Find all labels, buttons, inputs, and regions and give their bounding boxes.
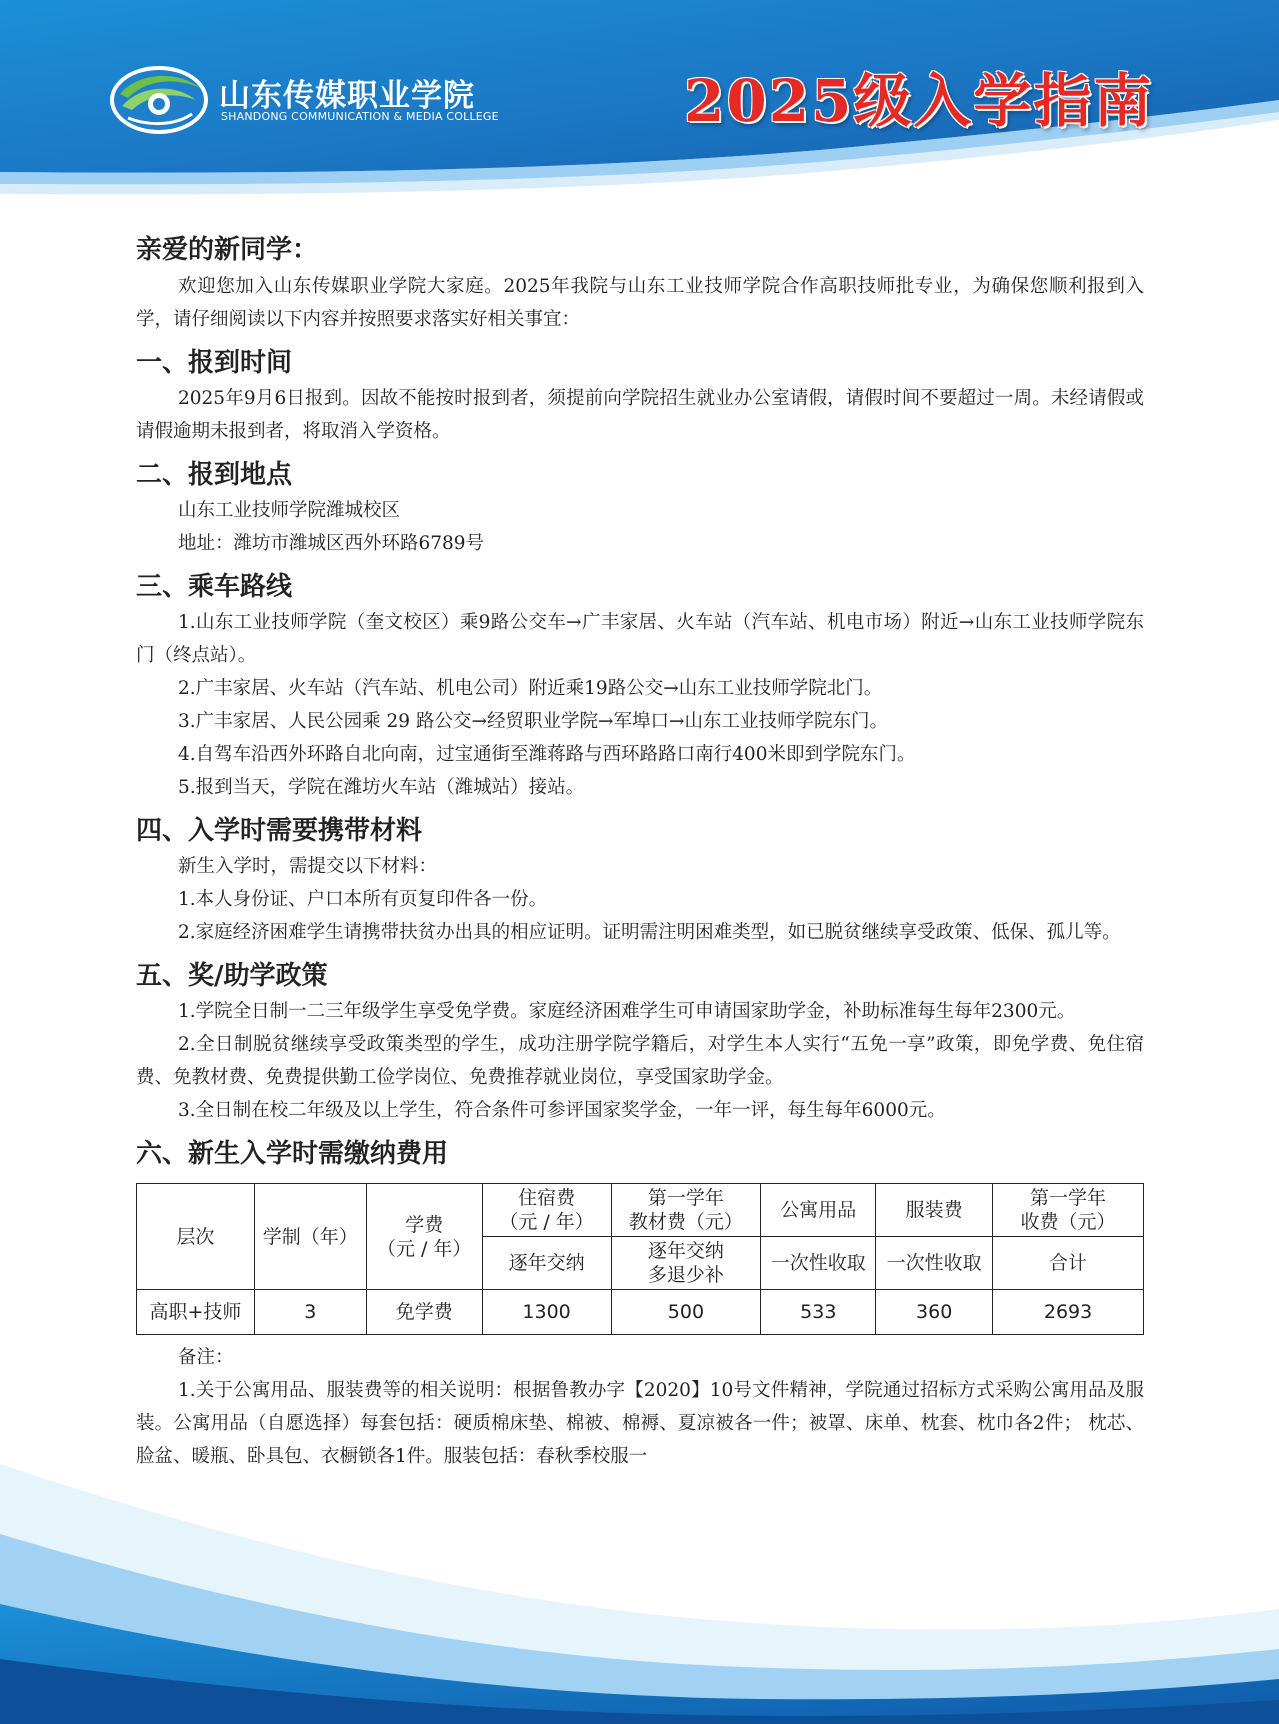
section-materials [136,812,1144,949]
college-logo [108,64,210,136]
fee-table [136,1183,1144,1335]
header-text: 第一学年 [647,1187,724,1209]
header-cell-total [993,1184,1144,1237]
materials-item: 2.家庭经济困难学生请携带扶贫办出具的相应证明。证明需注明困难类型，如已脱贫继续享受政策、低保、孤儿等。 [178,922,1121,943]
subheader-text: 逐年交纳 [647,1240,724,1262]
section-title: 五、奖/助学政策 [136,961,328,991]
route-item: 4.自驾车沿西外环路自北向南，过宝通街至潍蒋路与西环路路口南行400米即到学院东门。 [178,744,916,765]
header-cell-years: 学制（年） [254,1184,366,1290]
table-header-row [137,1184,1144,1237]
cell-apartment: 533 [761,1290,876,1335]
section-title: 四、入学时需要携带材料 [136,816,423,846]
header-banner [0,0,1279,200]
subheader-cell-total: 合计 [993,1237,1144,1290]
section-bus-routes [136,568,1144,804]
guide-title: 2025级入学指南 [684,67,1154,135]
policy-item: 2.全日制脱贫继续享受政策类型的学生，成功注册学院学籍后，对学生本人实行“五免一享”政策，即免学费、免住宿费、免教材费、免费提供勤工俭学岗位、免费推荐就业岗位，享受国家助学金。 [136,1034,1144,1088]
section-title: 三、乘车路线 [136,572,293,602]
section-title: 六、新生入学时需缴纳费用 [136,1139,449,1169]
route-item: 5.报到当天，学院在潍坊火车站（潍城站）接站。 [178,777,585,798]
subheader-cell-apartment: 一次性收取 [761,1237,876,1290]
route-item: 1.山东工业技师学院（奎文校区）乘9路公交车→广丰家居、火车站（汽车站、机电市场）附近→山东工业技师学院东门（终点站）。 [136,612,1144,666]
header-text: 第一学年 [1030,1187,1107,1209]
route-item: 2.广丰家居、火车站（汽车站、机电公司）附近乘19路公交→山东工业技师学院北门。 [178,678,883,699]
cell-total: 2693 [993,1290,1144,1335]
materials-item: 1.本人身份证、户口本所有页复印件各一份。 [178,889,548,910]
materials-lead: 新生入学时，需提交以下材料： [178,856,438,877]
intro-paragraph: 欢迎您加入山东传媒职业学院大家庭。2025年我院与山东工业技师学院合作高职技师批专业，为确保您顺利报到入学，请仔细阅读以下内容并按照要求落实好相关事宜： [136,276,1144,330]
section-registration-time [136,344,1144,448]
note-item: 1.关于公寓用品、服装费等的相关说明：根据鲁教办字【2020】10号文件精神，学院通过招标方式采购公寓用品及服装。公寓用品（自愿选择）每套包括：硬质棉床垫、棉被、棉褥、夏凉被各一件；被罩、床单、枕套、枕巾各2件； 枕芯、脸盆、暖瓶、卧具包、衣橱锁各1件。服装包括：春秋季校服一 [136,1380,1144,1467]
cell-tuition: 免学费 [366,1290,482,1335]
header-cell-dorm [482,1184,611,1237]
header-unit: （元 / 年） [376,1237,472,1260]
campus-address: 地址：潍坊市潍城区西外环路6789号 [178,533,485,554]
header-unit: （元 / 年） [499,1211,594,1233]
section-registration-location [136,456,1144,560]
subheader-cell-dorm: 逐年交纳 [482,1237,611,1290]
cell-books: 500 [611,1290,761,1335]
header-unit: 教材费（元） [628,1211,743,1233]
campus-name: 山东工业技师学院潍城校区 [178,500,401,521]
greeting: 亲爱的新同学： [136,235,319,265]
subheader-cell-books [611,1237,761,1290]
document-body [136,230,1144,1473]
policy-item: 3.全日制在校二年级及以上学生，符合条件可参评国家奖学金，一年一评，每生每年6000元。 [178,1100,946,1121]
header-cell-clothing: 服装费 [876,1184,993,1237]
subheader-text: 多退少补 [647,1264,724,1286]
header-text: 住宿费 [518,1187,576,1209]
subheader-cell-clothing: 一次性收取 [876,1237,993,1290]
cell-level: 高职+技师 [137,1290,255,1335]
header-cell-books [611,1184,761,1237]
header-cell-tuition [366,1184,482,1290]
header-cell-level: 层次 [137,1184,255,1290]
section-text: 2025年9月6日报到。因故不能按时报到者，须提前向学院招生就业办公室请假，请假时间不要超过一周。未经请假或请假逾期未报到者，将取消入学资格。 [136,388,1144,442]
header-text: 学费 [405,1213,444,1236]
notes-label: 备注： [178,1347,234,1368]
header-cell-apartment: 公寓用品 [761,1184,876,1237]
policy-item: 1.学院全日制一二三年级学生享受免学费。家庭经济困难学生可申请国家助学金，补助标准每生每年2300元。 [178,1001,1076,1022]
cell-dorm: 1300 [482,1290,611,1335]
section-fees [136,1135,1144,1473]
cell-years: 3 [254,1290,366,1335]
section-title: 二、报到地点 [136,460,293,490]
cell-clothing: 360 [876,1290,993,1335]
table-row [137,1290,1144,1335]
section-title: 一、报到时间 [136,348,293,378]
college-name-en: SHANDONG COMMUNICATION & MEDIA COLLEGE [221,110,499,123]
college-name-cn: 山东传媒职业学院 [219,78,475,114]
section-scholarship-policy [136,957,1144,1127]
header-unit: 收费（元） [1020,1211,1116,1233]
route-item: 3.广丰家居、人民公园乘 29 路公交→经贸职业学院→军埠口→山东工业技师学院东门。 [178,711,888,732]
